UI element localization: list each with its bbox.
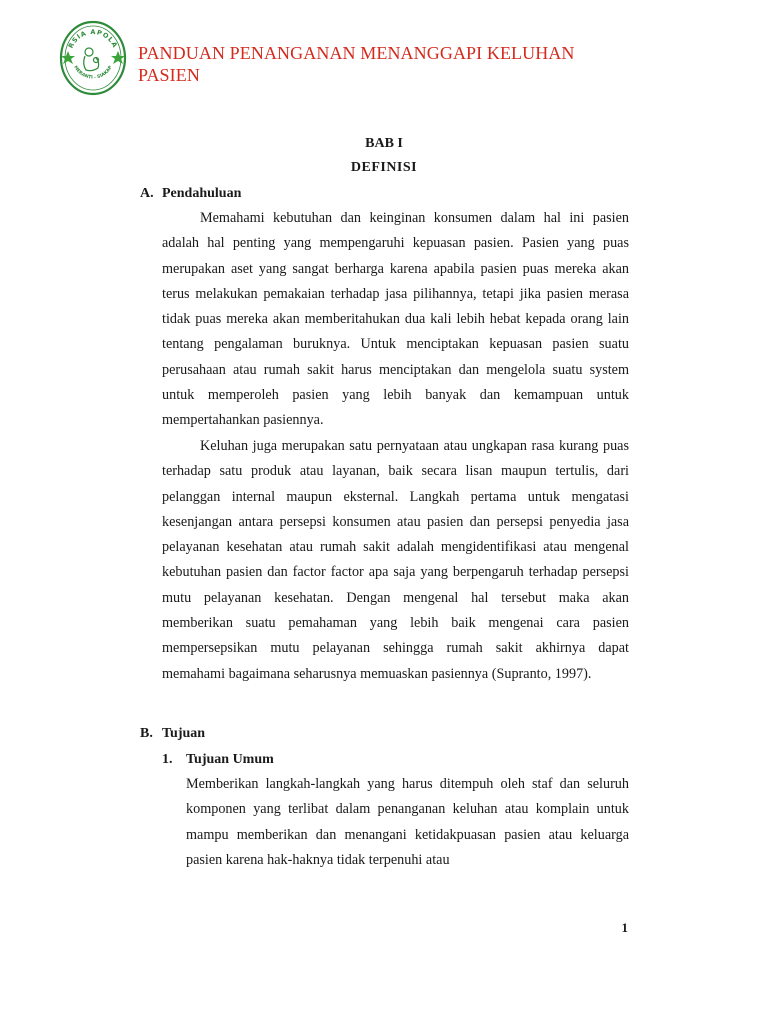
section-a-label: A. [140, 186, 154, 201]
section-a-paragraph-1: Memahami kebutuhan dan keinginan konsumen dalam hal ini pasien adalah hal penting yang mempengaruhi kepuasan pasien. Pasien yang puas merupakan aset yang sangat berharga karena apabila pasien puas mereka akan terus melakukan pemakaian terhadap jasa pilihannya, tetapi jika pasien merasa tidak puas mereka akan memberitahukan dua kali lebih hebat kepada orang lain tentang pengalaman buruknya. Untuk menciptakan kepuasan pasien suatu perusahaan atau rumah sakit harus menciptakan dan mengelola suatu system untuk memperoleh pasien yang lebih banyak dan kemampuan untuk mempertahankan pasiennya. [162, 210, 629, 429]
subsection-1-label: 1. [162, 752, 173, 767]
subsection-1-paragraph: Memberikan langkah-langkah yang harus ditempuh oleh staf dan seluruh komponen yang terlibat dalam penanganan keluhan atau komplain untuk mampu memberikan dan menangani ketidakpuasan pasien atau keluarga pasien karena hak-haknya tidak terpenuhi atau [186, 776, 629, 868]
hospital-logo [58, 18, 128, 98]
logo-star-right-icon [111, 51, 125, 64]
chapter-number: BAB I [365, 136, 403, 151]
document-header-title: PANDUAN PENANGANAN MENANGGAPI KELUHAN PASIEN [138, 43, 575, 85]
logo-star-left-icon [61, 51, 75, 64]
svg-text:RSIA APOLA [67, 28, 120, 50]
chapter-title: DEFINISI [350, 160, 418, 175]
section-b-label: B. [140, 726, 153, 741]
section-b-title: Tujuan [162, 726, 206, 741]
logo-text-top: RSIA APOLA [66, 27, 120, 50]
logo-text-bottom: MERANTI - SIAKAP [72, 65, 114, 81]
subsection-1-title: Tujuan Umum [186, 752, 274, 767]
section-a-paragraph-2: Keluhan juga merupakan satu pernyataan atau ungkapan rasa kurang puas terhadap satu produk atau layanan, baik secara lisan maupun tertulis, dari pelanggan internal maupun eksternal. Langkah pertama untuk mengatasi kesenjangan antara persepsi konsumen atau pasien dan persepsi penyedia jasa pelayanan kesehatan atau rumah sakit adalah mengidentifikasi atau mengenal kebutuhan pasien dan factor factor apa saja yang berpengaruh terhadap persepsi mutu pelayanan kesehatan. Dengan mengenal hal tersebut maka akan memberikan suatu pemahaman yang lebih baik mengenai cara pasien mempersepsikan mutu pelayanan sehingga rumah sakit akhirnya dapat memahami bagaimana seharusnya memuaskan pasiennya (Supranto, 1997). [162, 438, 629, 682]
page-number: 1 [621, 920, 628, 935]
section-a-title: Pendahuluan [162, 186, 242, 201]
svg-text:MERANTI - SIAKAP [72, 64, 114, 81]
logo-mother-child-icon [84, 48, 99, 71]
